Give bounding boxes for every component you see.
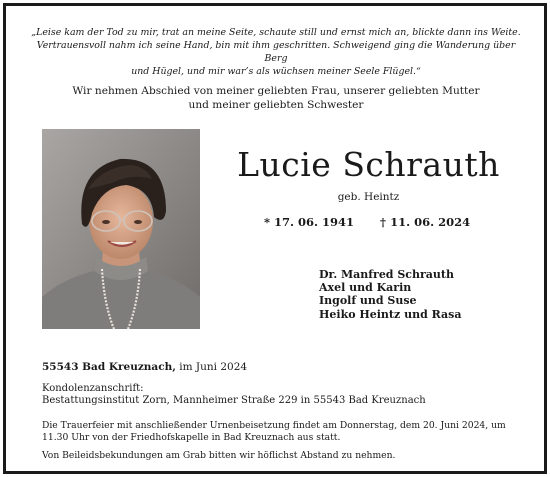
funeral-line: 11.30 Uhr von der Friedhofskapelle in Bad Kreuznach aus statt. (42, 431, 341, 443)
family-list (319, 268, 461, 321)
family-member: Dr. Manfred Schrauth (319, 268, 454, 281)
life-dates (264, 215, 470, 230)
farewell-intro (26, 84, 526, 112)
portrait-photo (42, 129, 200, 329)
intro-line: und meiner geliebten Schwester (188, 99, 364, 111)
family-member: Axel und Karin (319, 281, 412, 295)
poem-line: Vertrauensvoll nahm ich seine Hand, bin mit ihm geschritten. Schweigend ging die Wanderung über Berg (36, 40, 516, 64)
poem (26, 26, 526, 78)
funeral-line: Die Trauerfeier mit anschließender Urnenbeisetzung findet am Donnerstag, dem 20. Juni 2024, um (42, 420, 506, 431)
closing-note: Von Beileidsbekundungen am Grab bitten wir höflichst Abstand zu nehmen. (42, 450, 396, 461)
condolence-text: Bestattungsinstitut Zorn, Mannheimer Straße 229 in 55543 Bad Kreuznach (42, 395, 426, 407)
maiden-name: geb. Heintz (337, 191, 400, 203)
birth-date: * 17. 06. 1941 (264, 215, 355, 229)
deceased-name: Lucie Schrauth (237, 145, 500, 184)
intro-line: Wir nehmen Abschied von meiner geliebten Frau, unserer geliebten Mutter (72, 85, 480, 97)
condolence-label: Kondolenzanschrift: (42, 383, 144, 394)
place-city: 55543 Bad Kreuznach, (42, 361, 176, 373)
poem-line: und Hügel, und mir war’s als wüchsen meiner Seele Flügel.“ (131, 66, 421, 77)
funeral-notice (42, 420, 522, 443)
family-member: Heiko Heintz und Rasa (319, 307, 462, 321)
obituary-frame (3, 3, 547, 474)
family-member: Ingolf und Suse (319, 294, 417, 308)
portrait-image (42, 129, 200, 329)
death-date: † 11. 06. 2024 (380, 215, 471, 229)
poem-line: „Leise kam der Tod zu mir, trat an meine Seite, schaute still und ernst mich an, blickte dann ins Weite. (31, 27, 521, 38)
place-month: im Juni 2024 (175, 361, 248, 373)
condolence-address (42, 383, 426, 408)
place-date (42, 360, 247, 374)
